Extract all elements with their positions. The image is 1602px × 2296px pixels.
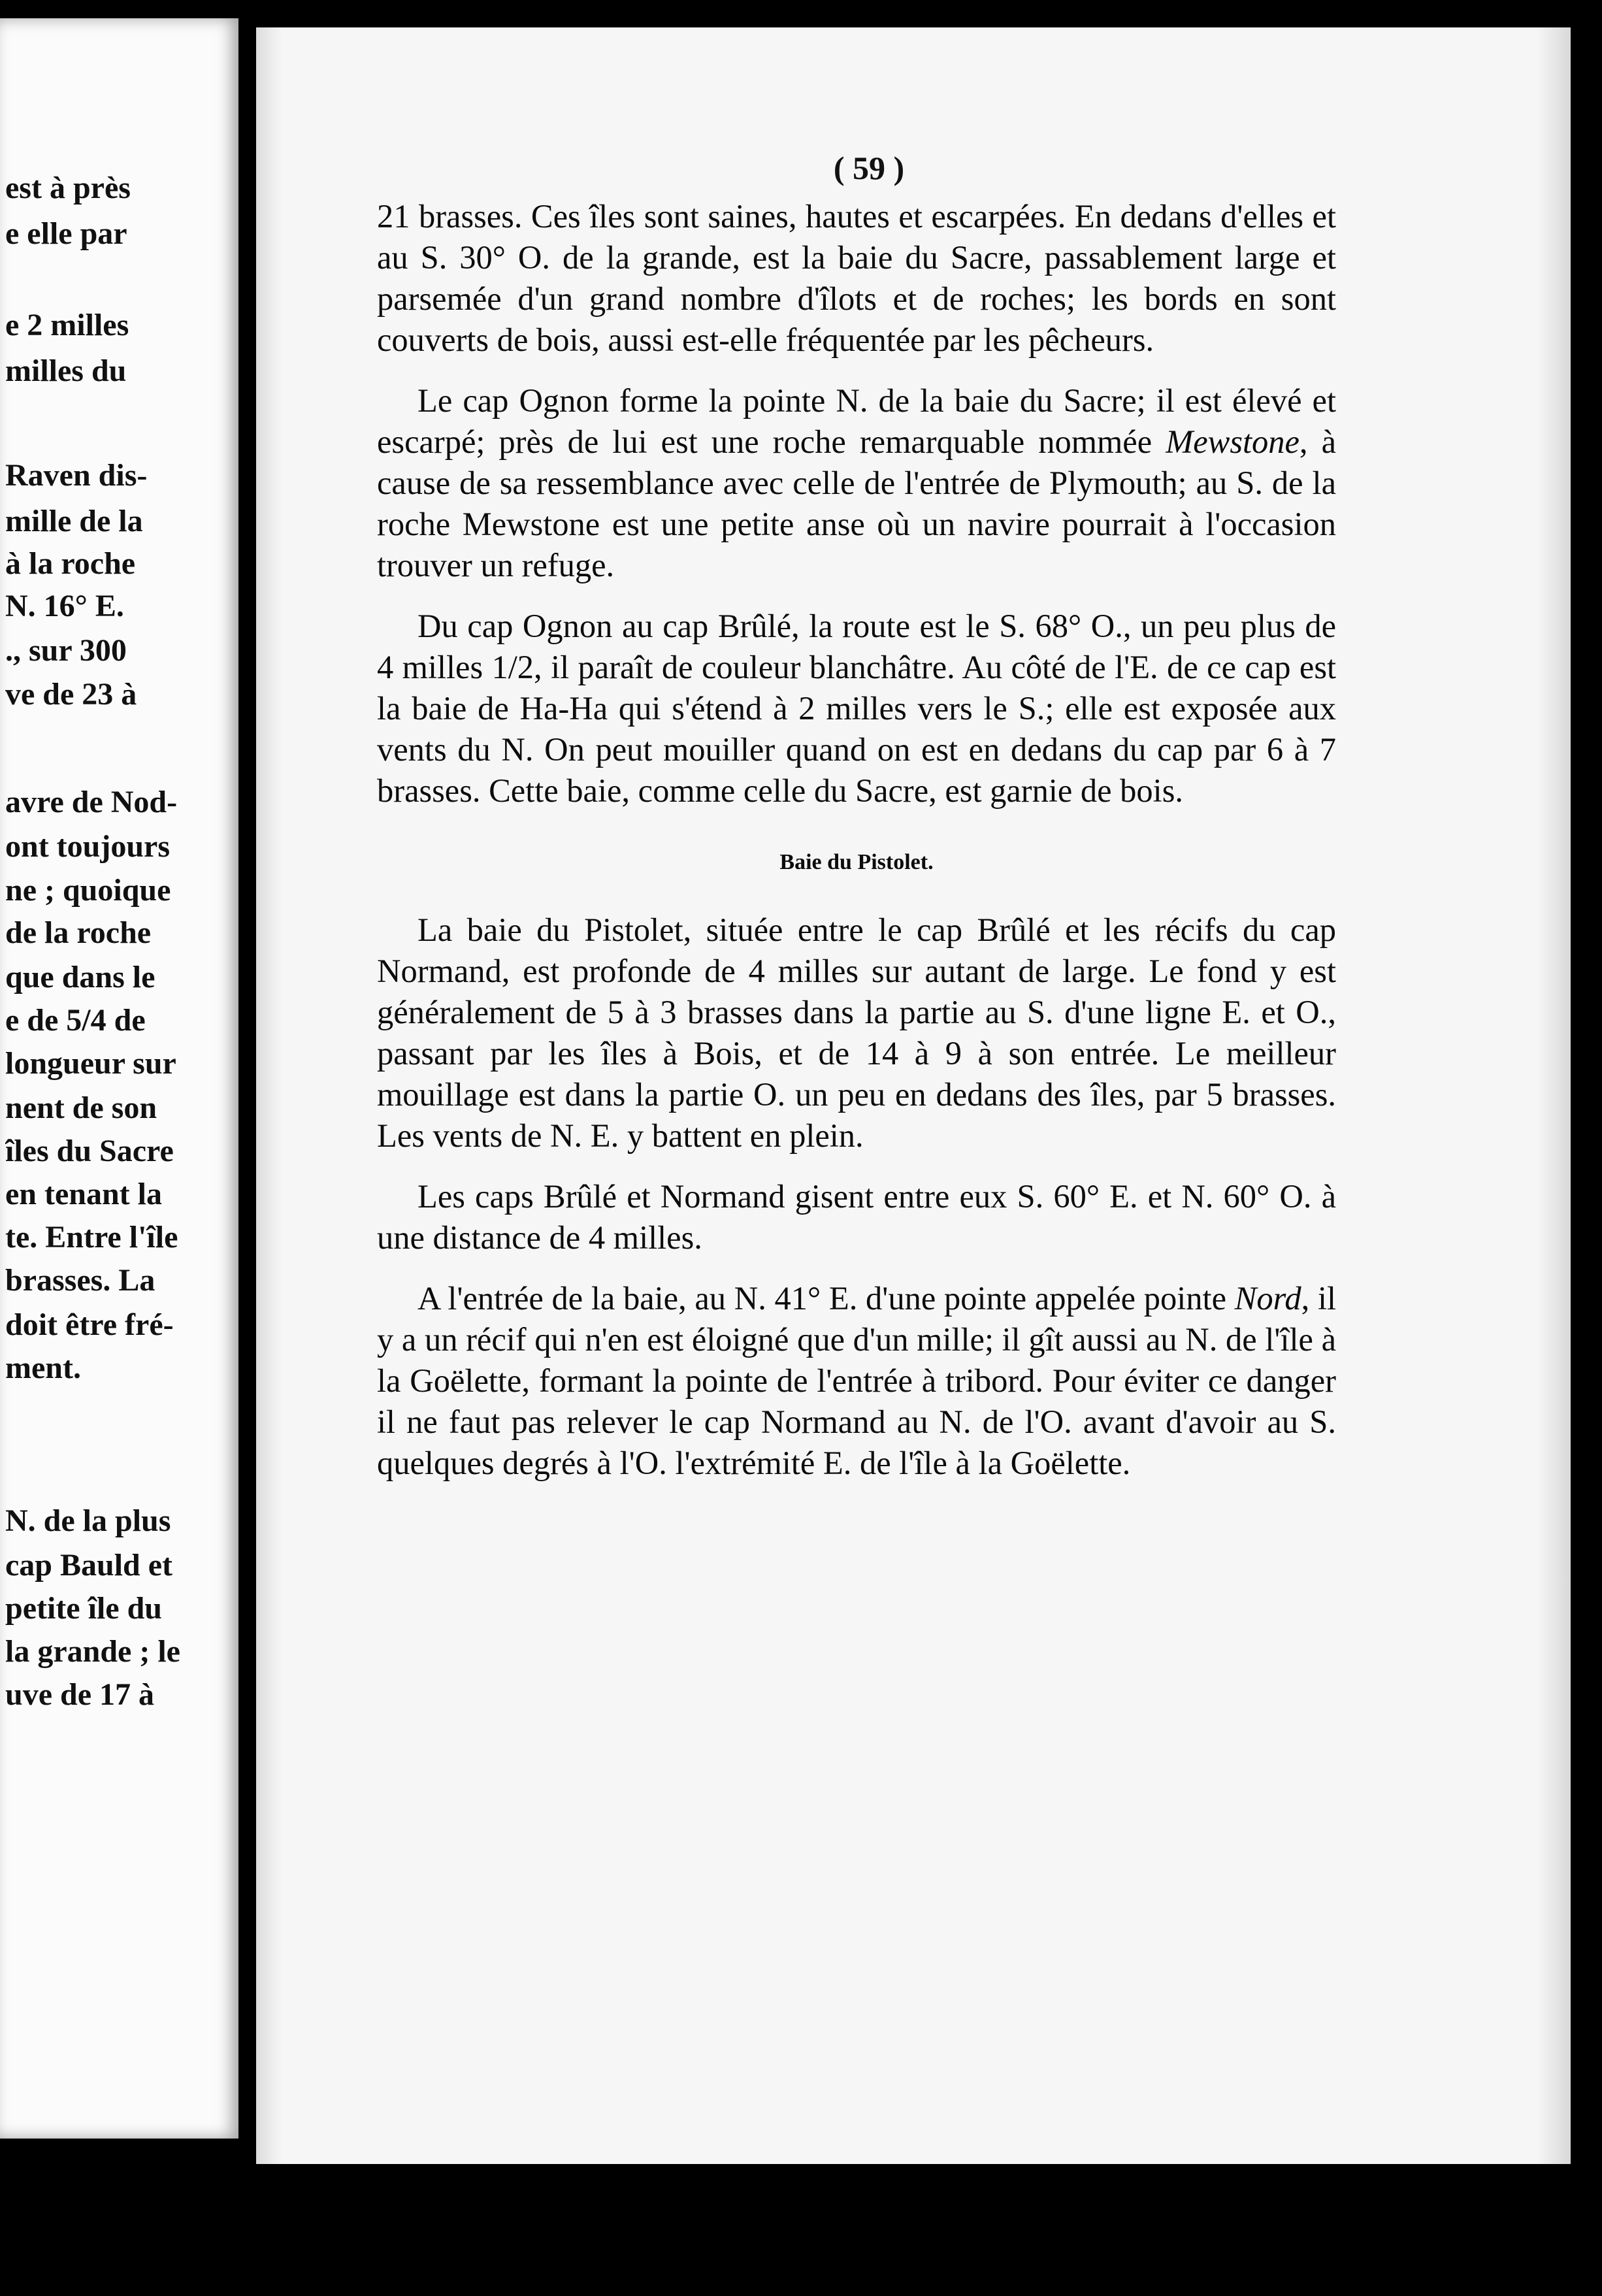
paragraph-2 [377,380,1336,586]
paragraph-6-text-after: , il y a un récif qui n'en est éloigné que d'un mille; il gît aussi au N. de l'île à la Goëlette, formant la pointe de l'entrée à tribord. Pour éviter ce danger il ne faut pas relever le cap Normand au N. de l'O. avant d'avoir au S. quelques degrés à l'O. l'extrémité E. de l'île à la Goëlette. [377,1280,1337,1481]
left-page-line: Raven dis- [5,458,148,493]
page-body [377,196,1336,1484]
left-page-line: en tenant la [5,1177,162,1211]
paragraph-4-text: La baie du Pistolet, située entre le cap Brûlé et les récifs du cap Normand, est profonde de 4 milles sur autant de large. Le fond y est généralement de 5 à 3 brasses dans la partie au S. d'une ligne E. et O., passant par les îles à Bois, et de 14 à 9 à son entrée. Le meilleur mouillage est dans la partie O. un peu en dedans des îles, par 5 brasses. Les vents de N. E. y battent en plein. [377,911,1336,1154]
paragraph-6-text: A l'entrée de la baie, au N. 41° E. d'une pointe appelée pointe [417,1280,1235,1317]
paragraph-2-text-after: , à cause de sa ressemblance avec celle de l'entrée de Plymouth; au S. de la roche Mewstone est une petite anse où un navire pourrait à l'occasion trouver un refuge. [377,423,1336,583]
paragraph-6-italic: Nord [1234,1280,1301,1317]
paragraph-4 [377,910,1336,1156]
left-page-line: ne ; quoique [5,873,171,908]
left-page-line: la grande ; le [5,1634,180,1669]
paragraph-1-text: 21 brasses. Ces îles sont saines, hautes et escarpées. En dedans d'elles et au S. 30° O. de la grande, est la baie du Sacre, passablement large et parsemée d'un grand nombre d'îlots et de roches; les bords en sont couverts de bois, aussi est-elle fréquentée par les pêcheurs. [377,198,1336,358]
left-page-line: uve de 17 à [5,1677,154,1712]
paragraph-2-italic: Mewstone [1166,423,1300,460]
left-page-line: longueur sur [5,1046,176,1081]
left-page-line: est à près [5,171,131,205]
left-page-line: e 2 milles [5,308,129,342]
left-page-line: e de 5/4 de [5,1003,146,1038]
left-page-line: ment. [5,1351,81,1385]
section-heading: Baie du Pistolet. [779,850,934,874]
left-page-line: nent de son [5,1091,157,1125]
left-page-line: ve de 23 à [5,677,137,712]
left-page-line: que dans le [5,960,155,994]
left-page-line: doit être fré- [5,1307,174,1342]
paragraph-3 [377,606,1336,812]
paragraph-5 [377,1176,1336,1258]
left-page-line: petite île du [5,1591,162,1626]
left-page-line: avre de Nod- [5,785,178,819]
paragraph-1 [377,196,1336,361]
left-page-line: te. Entre l'île [5,1220,178,1255]
left-page-line: N. de la plus [5,1503,171,1538]
left-page-line: e elle par [5,216,127,251]
left-page-line: milles du [5,353,127,388]
left-page-line: brasses. La [5,1263,155,1298]
left-page-line: mille de la [5,504,143,538]
page-number: ( 59 ) [833,150,905,186]
paragraph-6 [377,1278,1336,1484]
paragraph-5-text: Les caps Brûlé et Normand gisent entre eux S. 60° E. et N. 60° O. à une distance de 4 milles. [377,1178,1336,1256]
left-page-line: de la roche [5,915,152,950]
paragraph-2-text: Le cap Ognon forme la pointe N. de la baie du Sacre; il est élevé et escarpé; près de lui est une roche remarquable nommée [377,382,1336,460]
left-facing-page [0,18,238,2139]
left-page-line: à la roche [5,546,136,581]
left-page-line: ., sur 300 [5,633,127,668]
paragraph-3-text: Du cap Ognon au cap Brûlé, la route est le S. 68° O., un peu plus de 4 milles 1/2, il paraît de couleur blanchâtre. Au côté de l'E. de ce cap est la baie de Ha-Ha qui s'étend à 2 milles vers le S.; elle est exposée aux vents du N. On peut mouiller quand on est en dedans du cap par 6 à 7 brasses. Cette baie, comme celle du Sacre, est garnie de bois. [377,608,1336,809]
left-page-line: ont toujours [5,829,171,864]
left-page-line: îles du Sacre [5,1134,174,1168]
left-page-line: cap Bauld et [5,1548,173,1583]
left-page-line: N. 16° E. [5,589,124,623]
